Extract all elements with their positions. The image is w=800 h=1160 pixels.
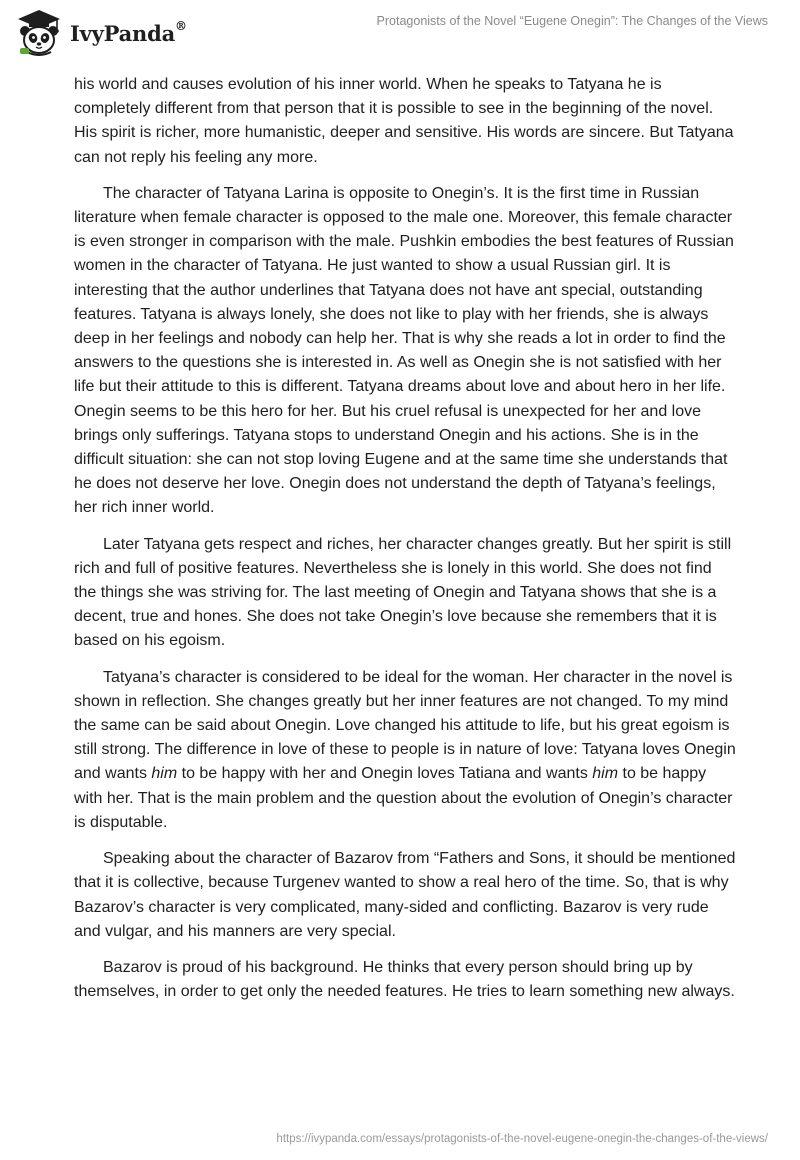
- paragraph-text: his world and causes evolution of his inner world. When he speaks to Tatyana he is completely different from that person that it is possible to see in the beginning of the novel. His spirit is richer, more humanistic, deeper and sensitive. His words are sincere. But Tatyana can not reply his feeling any more.: [74, 76, 734, 166]
- paragraph-text: Speaking about the character of Bazarov from “Fathers and Sons, it should be mentioned that it is collective, because Turgenev wanted to show a real hero of the time. So, that is why Bazarov’s character is very complicated, many-sided and conflicting. Bazarov is very rude and vulgar, and his manners are very special.: [74, 850, 736, 940]
- emphasized-text: him: [151, 765, 178, 783]
- brand-logo[interactable]: [14, 8, 187, 58]
- essay-paragraph: [74, 533, 736, 654]
- essay-paragraph: [74, 956, 736, 1004]
- paragraph-text: The character of Tatyana Larina is opposite to Onegin’s. It is the first time in Russian literature when female character is opposed to the male one. Moreover, this female character is even stronger in comparison with the male. Pushkin embodies the best features of Russian women in the character of Tatyana. He just wanted to show a usual Russian girl. It is interesting that the author underlines that Tatyana does not have ant special, outstanding features. Tatyana is always lonely, she does not like to play with her friends, she is always deep in her feelings and nobody can help her. That is why she reads a lot in order to find the answers to the questions she is interested in. As well as Onegin she is not satisfied with her life but their attitude to this is different. Tatyana dreams about love and about hero in her life. Onegin seems to be this hero for her. But his cruel refusal is unexpected for her and love brings only sufferings. Tatyana stops to understand Onegin and his actions. She is in the difficult situation: she can not stop loving Eugene and at the same time she understands that he does not deserve her love. Onegin does not understand the depth of Tatyana’s feelings, her rich inner world.: [74, 184, 734, 517]
- emphasized-text: him: [592, 765, 619, 783]
- brand-name: IvyPanda®: [70, 18, 187, 46]
- panda-mascot-icon: [14, 8, 64, 58]
- paragraph-text: to be happy with her. That is the main problem and the question about the evolution of Onegin’s character is disputable.: [74, 765, 733, 831]
- paragraph-text: Bazarov is proud of his background. He thinks that every person should bring up by themselves, in order to get only the needed features. He tries to learn something new always.: [74, 958, 735, 1001]
- essay-paragraph: [74, 847, 736, 944]
- essay-paragraph: [74, 666, 736, 835]
- page-header: [0, 0, 800, 70]
- source-url[interactable]: https://ivypanda.com/essays/protagonists-of-the-novel-eugene-onegin-the-changes-of-the-views/: [276, 1133, 768, 1145]
- paragraph-text: Later Tatyana gets respect and riches, her character changes greatly. But her spirit is still rich and full of positive features. Nevertheless she is lonely in this world. She does not find the things she was striving for. The last meeting of Onegin and Tatyana shows that she is a decent, true and hones. She does not take Onegin’s love because she remembers that it is based on his egoism.: [74, 535, 732, 650]
- essay-paragraph: [74, 73, 736, 170]
- essay-paragraph: [74, 182, 736, 521]
- paragraph-text: Tatyana’s character is considered to be ideal for the woman. Her character in the novel is shown in reflection. She changes greatly but her inner features are not changed. To my mind the same can be said about Onegin. Love changed his attitude to life, but his great egoism is still strong. The difference in love of these to people is in nature of love: Tatyana loves Onegin and wants: [74, 668, 736, 783]
- essay-body: [74, 73, 736, 1016]
- document-title: Protagonists of the Novel “Eugene Onegin”: The Changes of the Views: [376, 14, 768, 28]
- paragraph-text: to be happy with her and Onegin loves Tatiana and wants: [177, 765, 593, 783]
